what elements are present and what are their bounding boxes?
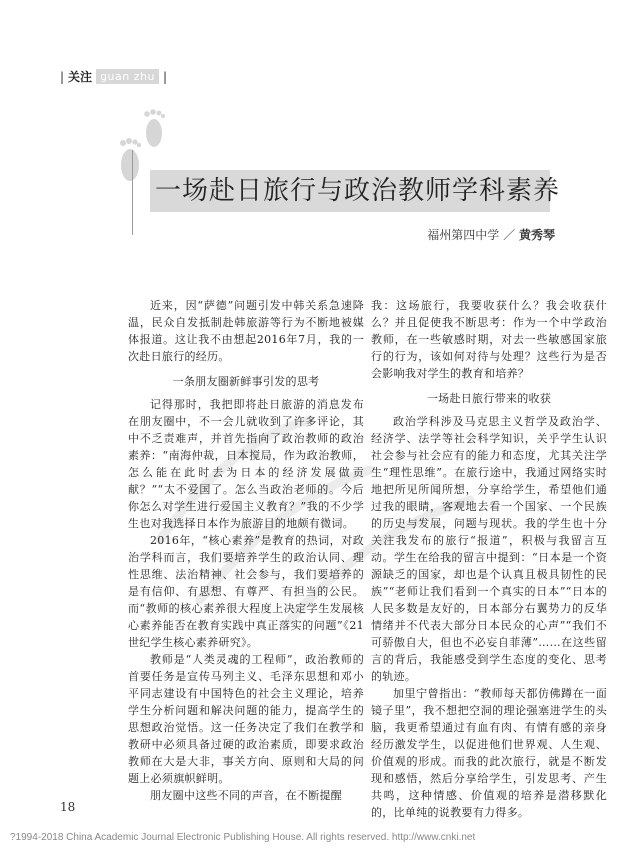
paragraph: 2016年，“核心素养”是教育的热词，对政治学科而言，我们要培养学生的政治认同、理性思维、法治精神、社会参与，我们要培养的是有信仰、有思想、有尊严、有担当的公民。而“教师的核心素养很大程度上决定学生发展核心素养能否在教育实践中真正落实的问题”《21世纪学生核心素养研究》。 [128,534,364,649]
tag-bar-right: | [162,69,167,84]
paragraph: 政治学科涉及马克思主义哲学及政治学、经济学、法学等社会科学知识，关乎学生认识社会参与社会应有的能力和态度，尤其关注学生“理性思维”。在旅行途中，我通过网络实时地把所见所闻所想，分享给学生，希望他们通过我的眼睛，客观地去看一个国家、一个民族的历史与发展，问题与现状。我的学生也十分关注我发布的旅行“报道”，积极与我留言互动。学生在给我的留言中提到：“日本是一个资源缺乏的国家，却也是个认真且极具韧性的民族”“老师让我们看到一个真实的日本”“日本的人民多数是友好的，日本部分右翼势力的反华情绪并不代表大部分日本民众的心声”“我们不可骄傲自大，但也不必妄自菲薄”……在这些留言的背后，我能感受到学生态度的变化、思考的轨迹。 [371,415,607,683]
tag-label-pinyin: guan zhu [96,69,159,84]
paragraph: 我：这场旅行，我要收获什么？我会收获什么？并且促使我不断思考：作为一个中学政治教师，在一些敏感时期，对去一些敏感国家旅行的行为，该如何对待与处理？这些行为是否会影响我对学生的教育和培养？ [371,299,607,380]
title-rule [132,150,133,235]
column-tag [60,68,167,85]
article-title: 一场赴日旅行与政治教师学科素养 [155,176,561,206]
section-heading: 一条朋友圈新鲜事引发的思考 [172,375,320,388]
byline [427,226,555,243]
paragraph: 加里宁曾指出：“教师每天都仿佛蹲在一面镜子里”，我不想把空洞的理论强塞进学生的头脑，我更希望通过有血有肉、有情有感的亲身经历激发学生，以促进他们世界观、人生观、价值观的形成。而我的此次旅行，就是不断发现和感悟，然后分享给学生，引发思考、产生共鸣，这种情感、价值观的培养是潜移默化的，比单纯的说教要有力得多。 [371,687,607,819]
right-column [371,297,607,821]
page-number: 18 [60,800,76,814]
left-column [128,297,364,804]
byline-school: 福州第四中学 [427,228,500,242]
copyright-footer: ?1994-2018 China Academic Journal Electronic Publishing House. All rights reserved. http://www.cnki.net [10,832,476,843]
byline-separator: ／ [503,228,516,242]
section-heading: 一场赴日旅行带来的收获 [426,392,552,405]
tag-label-zh: 关注 [68,70,93,84]
paragraph: 朋友圈中这些不同的声音，在不断提醒 [150,789,343,802]
paragraph: 近来，因“萨德”问题引发中韩关系急速降温，民众自发抵制赴韩旅游等行为不断地被媒体报道。这让我不由想起2016年7月，我的一次赴日旅行的经历。 [128,299,364,363]
tag-bar-left: | [60,69,65,84]
paragraph: 记得那时，我把即将赴日旅游的消息发布在朋友圈中，不一会儿就收到了许多评论，其中不乏责难声，并首先指向了政治教师的政治素养：“南海仲裁，日本搅局，作为政治教师，怎么能在此时去为日本的经济发展做贡献？”“太不爱国了。怎么当政治老师的。今后你怎么对学生进行爱国主义教育？”我的不少学生也对我选择日本作为旅游目的地颇有微词。 [128,398,364,530]
byline-author: 黄秀琴 [518,228,555,242]
paragraph: 教师是“人类灵魂的工程师”，政治教师的首要任务是宣传马列主义、毛泽东思想和邓小平同志建设有中国特色的社会主义理论，培养学生分析问题和解决问题的能力，提高学生的思想政治觉悟。这一任务决定了我们在教学和教研中必须具备过硬的政治素质，即要求政治教师在大是大非，事关方向、原则和大局的问题上必须旗帜鲜明。 [128,653,364,785]
